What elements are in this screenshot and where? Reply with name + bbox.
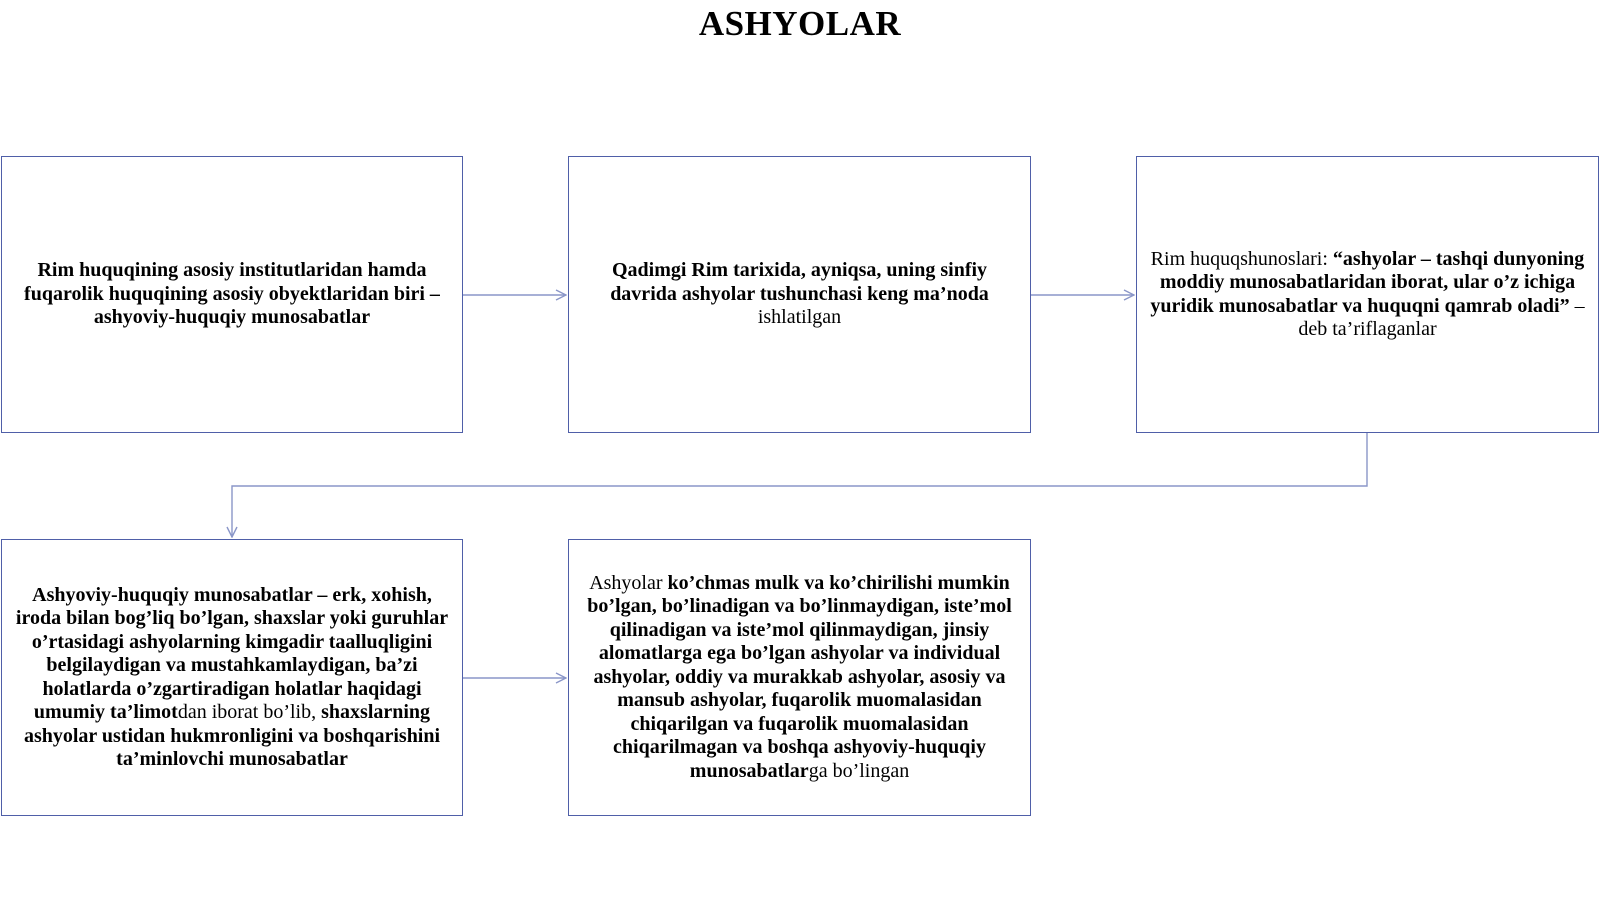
box-text	[14, 259, 450, 330]
box-text-part: – deb ta’riflaganlar	[1298, 294, 1585, 340]
box-text-part: Qadimgi Rim tarixida, ayniqsa, uning sinfiy davrida ashyolar tushunchasi keng ma’noda	[610, 259, 989, 305]
box-text	[1149, 248, 1586, 342]
box-text-part: Ashyoviy-huquqiy munosabatlar – erk, xohish, iroda bilan bog’liq bo’lgan, shaxslar yoki guruhlar o’rtasidagi ashyolarning kimgadir taalluqligini belgilaydigan va mustahkamlaydigan, ba’zi holatlarda o’zgartiradigan holatlar haqidagi umumiy ta’limot	[15, 583, 449, 723]
box-text	[581, 572, 1018, 784]
box-ashyoviy-institut	[1, 156, 463, 433]
box-text-part: ko’chmas mulk va ko’chirilishi mumkin bo’lgan, bo’linadigan va bo’linmaydigan, iste’mol qilinadigan va iste’mol qilinmaydigan, jinsiy alomatlarga ega bo’lgan ashyolar va individual ashyolar, oddiy va murakkab ashyolar, asosiy va mansub ashyolar, fuqarolik muomalasidan chiqarilgan va fuqarolik muomalasidan chiqarilmagan va boshqa ashyoviy-huquqiy munosabatlar	[587, 571, 1012, 782]
box-ashyoviy-munosabatlar	[1, 539, 463, 816]
box-text-part: shaxslarning ashyolar ustidan hukmronligini va boshqarishini ta’minlovchi munosabatlar	[23, 701, 441, 770]
box-text-part: dan iborat bo’lib,	[177, 701, 322, 723]
box-text-part: Ashyolar	[589, 571, 668, 594]
box-text-part: ishlatilgan	[757, 306, 842, 329]
box-text-part: Rim huquqining asosiy institutlaridan hamda fuqarolik huquqining asosiy obyektlaridan biri – ashyoviy-huquqiy munosabatlar	[24, 259, 440, 329]
box-rim-huquqshunoslari	[1136, 156, 1599, 433]
box-ashyolar-turlari	[568, 539, 1031, 816]
diagram-title: ASHYOLAR	[698, 4, 902, 43]
arrow-box3-to-box4	[232, 433, 1367, 537]
box-text	[14, 584, 450, 772]
box-qadimgi-rim	[568, 156, 1031, 433]
box-text-part: “ashyolar – tashqi dunyoning moddiy munosabatlaridan iborat, ular o’z ichiga yuridik munosabatlar va huquqni qamrab oladi”	[1150, 247, 1585, 317]
box-text-part: ga bo’lingan	[808, 759, 910, 782]
box-text-part: Rim huquqshunoslari:	[1150, 247, 1333, 270]
box-text	[581, 259, 1018, 330]
